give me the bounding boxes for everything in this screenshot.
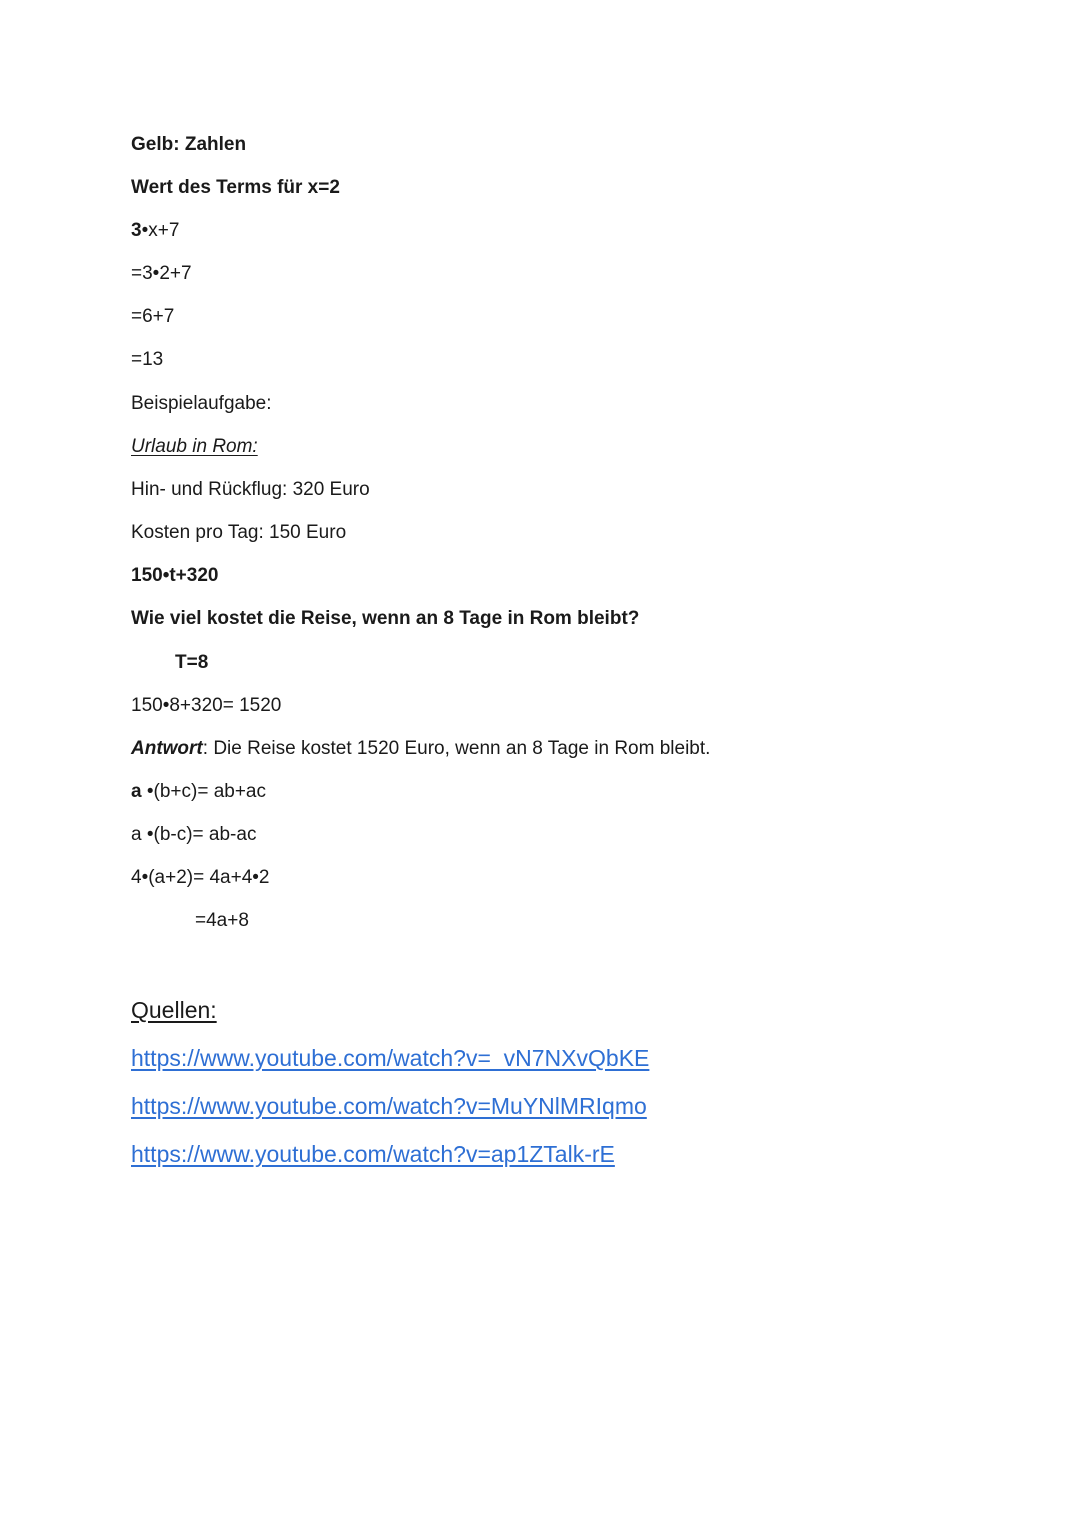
answer-line [131, 737, 710, 761]
answer-label: Antwort [131, 738, 203, 759]
source-link-2[interactable]: https://www.youtube.com/watch?v=MuYNlMRIqmo [131, 1093, 647, 1119]
text-kosten-pro-tag: Kosten pro Tag: 150 Euro [131, 522, 347, 543]
sources-heading: Quellen: [131, 997, 217, 1023]
heading-gelb-zahlen: Gelb: Zahlen [131, 134, 247, 155]
source-link-3[interactable]: https://www.youtube.com/watch?v=ap1ZTalk-rE [131, 1141, 615, 1167]
source-link-1[interactable]: https://www.youtube.com/watch?v=_vN7NXvQbKE [131, 1045, 650, 1071]
label-beispielaufgabe: Beispielaufgabe: [131, 393, 272, 414]
heading-wert-des-terms: Wert des Terms für x=2 [131, 177, 340, 198]
distributive-law-minus: a •(b-c)= ab-ac [131, 824, 257, 845]
value-t: T=8 [175, 652, 209, 673]
subheading-urlaub-in-rom: Urlaub in Rom: [131, 436, 258, 457]
calc-step-1: =3•2+7 [131, 263, 192, 284]
distributive-a: a [131, 781, 142, 802]
distributive-law-plus [131, 780, 266, 804]
distributive-example-result: =4a+8 [195, 910, 249, 931]
answer-text: : Die Reise kostet 1520 Euro, wenn an 8 Tage in Rom bleibt. [202, 738, 711, 759]
question-reisekosten: Wie viel kostet die Reise, wenn an 8 Tage in Rom bleibt? [131, 608, 640, 629]
term-expression: 3•x+7 [131, 220, 180, 241]
distributive-example: 4•(a+2)= 4a+4•2 [131, 867, 270, 888]
text-flug: Hin- und Rückflug: 320 Euro [131, 479, 370, 500]
calc-step-3: =13 [131, 349, 164, 370]
distributive-plus-rest: •(b+c)= ab+ac [141, 781, 266, 802]
calc-step-2: =6+7 [131, 306, 175, 327]
term-reise: 150•t+320 [131, 565, 219, 586]
calc-reise: 150•8+320= 1520 [131, 695, 282, 716]
